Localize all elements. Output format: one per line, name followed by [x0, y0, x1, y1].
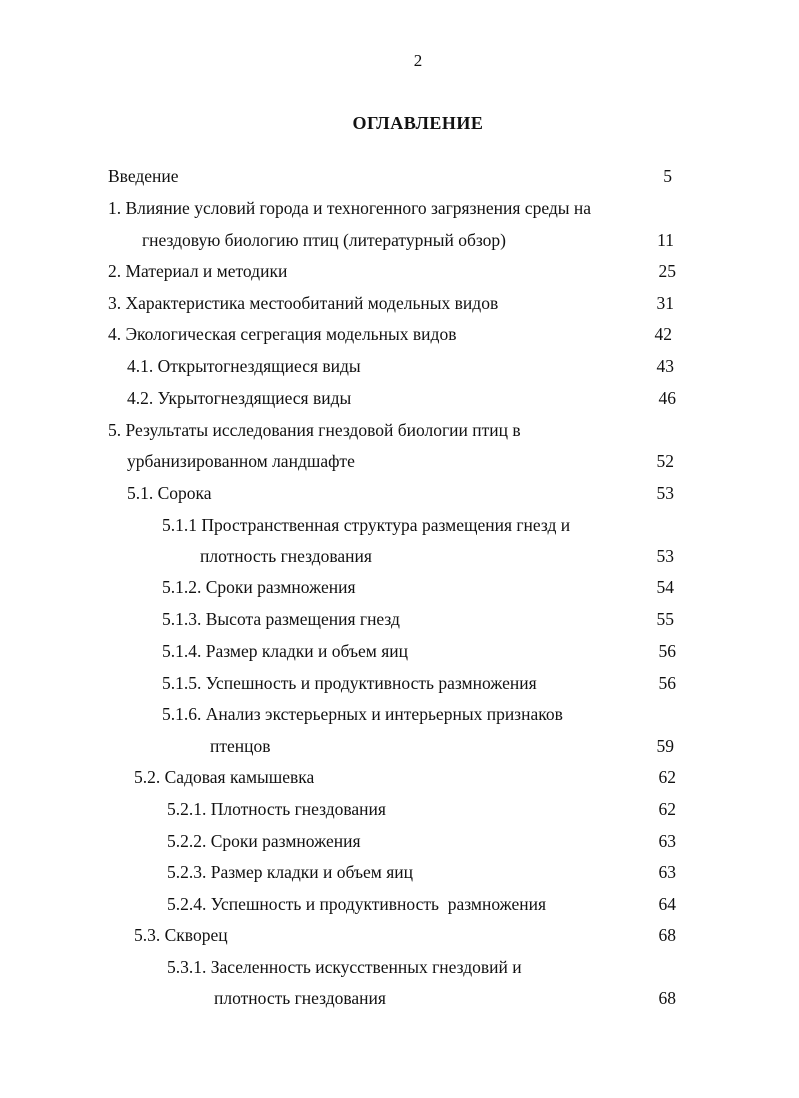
toc-entry-page: 52 — [656, 451, 674, 471]
toc-entry-text: 4.2. Укрытогнездящиеся виды — [127, 388, 352, 408]
toc-entry-text: 5.3. Скворец — [134, 925, 228, 945]
toc-entry-page: 63 — [658, 831, 676, 851]
toc-entry-page: 5 — [663, 166, 672, 186]
toc-entry-page: 62 — [658, 799, 676, 819]
toc-entry-text: 2. Материал и методики — [108, 261, 288, 281]
toc-entry-text: 5.2.1. Плотность гнездования — [167, 799, 386, 819]
toc-entry-text: 5.2.2. Сроки размножения — [167, 831, 361, 851]
toc-entry-page: 42 — [654, 324, 672, 344]
toc-entry-page: 55 — [656, 609, 674, 629]
toc-entry-text: 5.1. Сорока — [127, 483, 212, 503]
toc-entry-page: 54 — [656, 577, 674, 597]
toc-entry-page: 46 — [658, 388, 676, 408]
toc-entry-text: 5.1.4. Размер кладки и объем яиц — [162, 641, 409, 661]
toc-entry-text: 5.2. Садовая камышевка — [134, 767, 315, 787]
toc-entry-page: 68 — [658, 925, 676, 945]
toc-entry-text: 5.2.4. Успешность и продуктивность размножения — [167, 894, 547, 914]
toc-entry-text: 5.1.3. Высота размещения гнезд — [162, 609, 400, 629]
toc-entry-text: урбанизированном ландшафте — [127, 451, 355, 471]
toc-entry-text: 5.2.3. Размер кладки и объем яиц — [167, 862, 414, 882]
toc-entry-text: 5.1.2. Сроки размножения — [162, 577, 356, 597]
toc-entry-text: плотность гнездования — [214, 988, 386, 1008]
toc-entry-page: 68 — [658, 988, 676, 1008]
toc-entry-text: птенцов — [210, 736, 271, 756]
toc-title: ОГЛАВЛЕНИЕ — [352, 113, 484, 133]
toc-entry-page: 64 — [658, 894, 676, 914]
toc-entry-text: плотность гнездования — [200, 546, 372, 566]
toc-entry-page: 63 — [658, 862, 676, 882]
toc-entry-text: 5.3.1. Заселенность искусственных гнездовий и — [167, 957, 522, 977]
toc-entry-page: 31 — [656, 293, 674, 313]
toc-entry-text: 5.1.5. Успешность и продуктивность размножения — [162, 673, 537, 693]
toc-entry-text: 4. Экологическая сегрегация модельных видов — [108, 324, 457, 344]
toc-entry-page: 53 — [656, 546, 674, 566]
toc-entry-text: Введение — [108, 166, 179, 186]
toc-entry-text: 5. Результаты исследования гнездовой биологии птиц в — [108, 420, 521, 440]
toc-entry-page: 53 — [656, 483, 674, 503]
toc-entry-text: 1. Влияние условий города и техногенного загрязнения среды на — [108, 198, 592, 218]
toc-entry-page: 11 — [657, 230, 674, 250]
toc-entry-page: 56 — [658, 673, 676, 693]
toc-entry-text: 4.1. Открытогнездящиеся виды — [127, 356, 361, 376]
toc-entry-page: 59 — [656, 736, 674, 756]
toc-entry-page: 43 — [656, 356, 674, 376]
toc-entry-page: 25 — [658, 261, 676, 281]
toc-entry-text: 5.1.6. Анализ экстерьерных и интерьерных признаков — [162, 704, 563, 724]
page-number: 2 — [413, 51, 423, 70]
toc-entry-page: 62 — [658, 767, 676, 787]
toc-entry-text: 3. Характеристика местообитаний модельных видов — [108, 293, 499, 313]
toc-entry-page: 56 — [658, 641, 676, 661]
toc-entry-text: гнездовую биологию птиц (литературный обзор) — [142, 230, 506, 250]
toc-entry-text: 5.1.1 Пространственная структура размещения гнезд и — [162, 515, 571, 535]
